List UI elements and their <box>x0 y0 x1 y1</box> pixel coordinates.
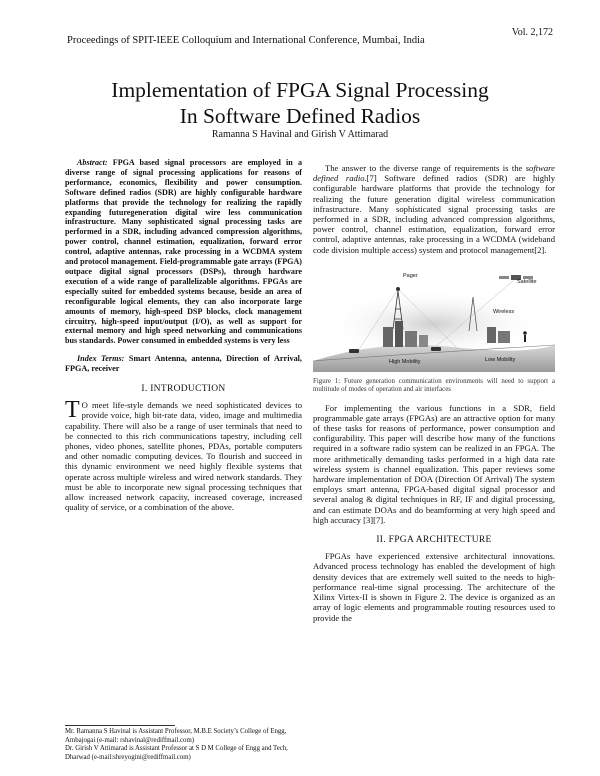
abstract-label: Abstract: <box>77 158 108 167</box>
right-column <box>313 163 555 623</box>
sdr-paragraph <box>313 163 555 255</box>
sdr-emphasis: software defined radio <box>313 163 555 184</box>
title-line-1: Implementation of FPGA Signal Processing <box>111 78 489 102</box>
authors: Ramanna S Havinal and Girish V Attimarad <box>211 129 389 140</box>
dropcap: T <box>65 397 80 424</box>
abstract-text: FPGA based signal processors are employed in a diverse range of signal processing applications for reasons of performance, economics, flexibility and power consumption. Software defined radios (SDR) are highly configurable hardware platforms that provide the technology for realizing the rapidly expanding futuregeneration digital wire less communication infrastructure. Many sophisticated signal processing tasks are performed in a SDR, including advanced compression algorithms, power control, channel estimation, equalization, forward error control, adaptive antennas, rake processing in a WCDMA system and protocol management. Field-programmable gate arrays (FPGA) outpace digital signal processors (DSPs), through hardware execution of a wide range of parallelizable algorithms. FPGAs are especially suited for embedded systems because, beside an area of reconfigurable logical elements, they can also incorporate large amounts of memory, high-speed DSP blocks, clock management circuitry, high-speed input/output (I/O), as well as support for external memory and high speed networking and communications bus standards. Power consumed in embedded systems is very less <box>65 158 302 346</box>
architecture-paragraph: FPGAs have experienced extensive architectural innovations. Advanced process technology has enabled the development of high density devices that are extremely well suited to the needs to high-performance real-time signal processing. The architecture of the Xilinx Virtex-II is shown in Figure 2. The device is organized as an array of logic elements and programmable routing resources used to provide the <box>313 551 555 623</box>
index-terms <box>65 354 302 374</box>
label-wireless: Wireless <box>493 308 515 315</box>
sdr-text-2: .[7] Software defined radios (SDR) are highly configurable hardware platforms that provide the technology for realizing the future generation digital wireless communication infrastructure. Many sophisticated signal processing tasks are performed in a SDR, including advanced compression algorithms, power control, channel estimation, equalization, forward error control, adaptive antennas, rake processing in a WCDMA (wideband code division multiple access) system and protocol management[2]. <box>313 173 555 255</box>
index-terms-text: Smart Antenna, antenna, Direction of Arrival, FPGA, receiver <box>65 354 302 374</box>
intro-heading: I. INTRODUCTION <box>141 384 226 395</box>
fpga-paragraph: For implementing the various functions in a SDR, field programmable gate arrays (FPGAs) are an attractive option for many of these tasks for reasons of performance, power consumption and configurability. This paper will describe how many of the functions required in a software radio system can be realized in an FPGA. The more arithmetically demanding tasks performed in a high data rate wireless system is channel equalization. This paper reviews some hardware implementation of DOA (Direction Of Arrival) The system employs smart antenna, FPGA-based digital signal processor and several analog & digital techniques in RF, IF and digital processing, and can estimate DOAs and do beamforming at very high speed and high accuracy [3][7]. <box>313 402 555 525</box>
label-high-mobility: High Mobility <box>389 358 421 365</box>
car-icon <box>349 349 359 353</box>
abstract <box>65 158 302 346</box>
sdr-text-1: The answer to the diverse range of requirements is the <box>325 163 526 173</box>
footnote-author-2: Dr. Girish V Attimarad is Assistant Professor at S D M College of Engg and Tech, Dharwad (e-mail:shreyogini@rediffmail.com) <box>65 745 288 762</box>
volume-label: Vol. 2,172 <box>511 27 553 38</box>
intro-text: O meet life-style demands we need sophisticated devices to provide voice, high bit-rate data, video, image and multimedia capability. There will also be a range of user terminals that need to be connected to this rich communications tapestry, including cell phones, video phones, satellite phones, PDAs, portable computers and other nomadic computing devices. To flourish and succeed in this dynamic environment we need highly flexible systems that operate across multiple wireless and wired network standards. They must be able to incorporate new signal processing techniques that allow increased network capacity, increased coverage, increased quality of service, or a combination of the above. <box>65 400 302 513</box>
car-icon-2 <box>431 347 441 351</box>
proceedings-header: Proceedings of SPIT-IEEE Colloquium and International Conference, Mumbai, India <box>67 35 425 46</box>
figure-caption: Figure 1: Future generation communication environments will need to support a multitude of modes of operation and air interfaces <box>313 377 555 394</box>
label-pager: Pager <box>403 272 418 279</box>
title-line-2: In Software Defined Radios <box>179 104 421 128</box>
intro-paragraph <box>65 397 302 513</box>
label-low-mobility: Low Mobility <box>485 356 516 363</box>
figure-1 <box>313 269 555 372</box>
left-column <box>65 158 302 512</box>
fpga-architecture-heading: II. FPGA ARCHITECTURE <box>376 535 492 546</box>
footnote-author-1: Mr. Ramanna S Havinal is Assistant Professor, M.B.E Society’s College of Engg, Ambajogai (e-mail: rshavinal@rediffmail.com) <box>65 728 287 744</box>
footnote <box>65 728 305 763</box>
label-satellite: Satellite <box>517 278 537 285</box>
index-terms-label: Index Terms: <box>77 354 125 364</box>
footnote-rule <box>65 725 175 726</box>
paper-title <box>0 77 600 129</box>
